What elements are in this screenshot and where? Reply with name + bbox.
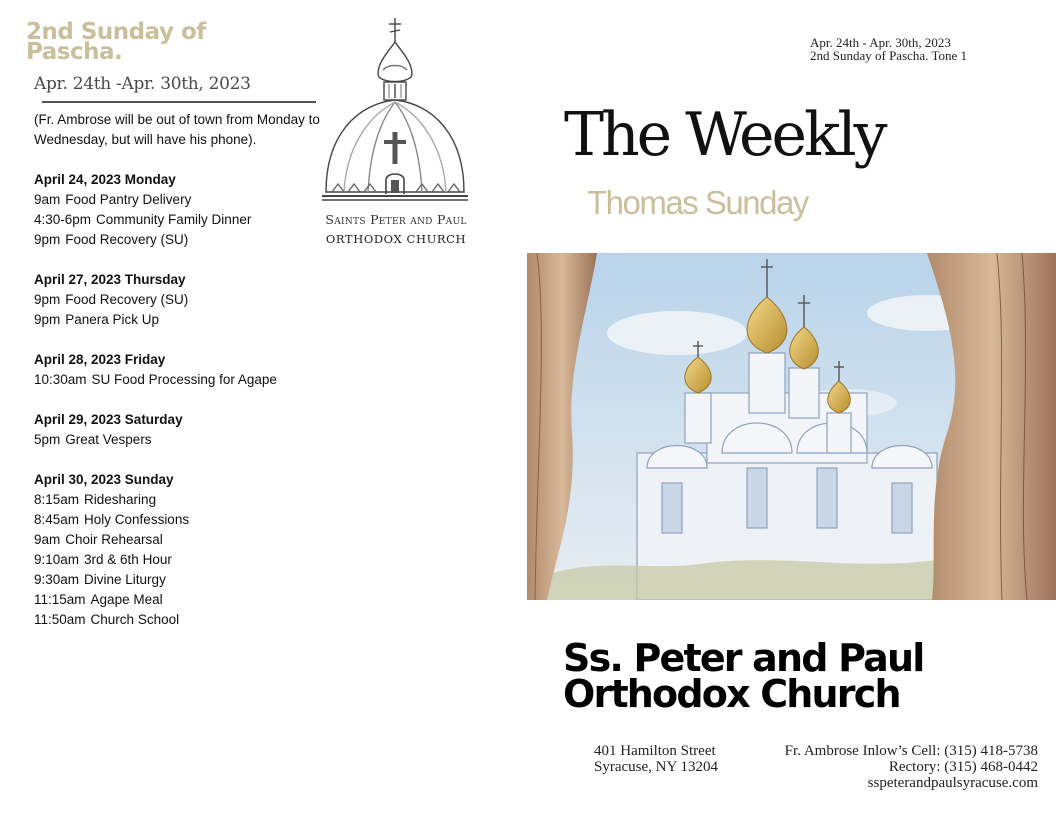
schedule-event <box>34 550 324 570</box>
event-name: Church School <box>90 612 180 627</box>
schedule-event <box>34 210 324 230</box>
schedule-day <box>34 350 324 390</box>
schedule-event <box>34 230 324 250</box>
event-time: 8:45am <box>34 512 80 527</box>
schedule-event <box>34 510 324 530</box>
church-address <box>594 743 718 775</box>
schedule-event <box>34 430 324 450</box>
event-name: 3rd & 6th Hour <box>84 552 172 567</box>
event-time: 5pm <box>34 432 61 447</box>
event-time: 9am <box>34 192 61 207</box>
church-name-line1: Ss. Peter and Paul <box>563 636 924 680</box>
event-name: Divine Liturgy <box>84 572 166 587</box>
event-time: 9pm <box>34 232 61 247</box>
schedule <box>34 110 324 650</box>
schedule-event <box>34 490 324 510</box>
event-time: 9pm <box>34 292 61 307</box>
church-name <box>563 636 924 716</box>
season-title: 2nd Sunday of Pascha. <box>26 19 206 65</box>
feast-subtitle: Thomas Sunday <box>587 184 808 221</box>
schedule-event <box>34 290 324 310</box>
event-name: Panera Pick Up <box>65 312 160 327</box>
event-time: 11:50am <box>34 612 86 627</box>
logo-line2: ORTHODOX CHURCH <box>325 232 467 246</box>
divider <box>42 101 316 103</box>
event-time: 9:30am <box>34 572 80 587</box>
event-name: Ridesharing <box>84 492 157 507</box>
schedule-event <box>34 190 324 210</box>
event-name: Great Vespers <box>65 432 152 447</box>
event-time: 10:30am <box>34 372 87 387</box>
bulletin-title: The Weekly <box>564 100 885 170</box>
event-name: Food Recovery (SU) <box>65 292 189 307</box>
event-name: Holy Confessions <box>84 512 190 527</box>
day-heading: April 27, 2023 Thursday <box>34 272 186 287</box>
schedule-day <box>34 270 324 330</box>
event-time: 9am <box>34 532 61 547</box>
schedule-event <box>34 310 324 330</box>
event-name: Community Family Dinner <box>96 212 252 227</box>
schedule-day <box>34 410 324 450</box>
event-time: 9pm <box>34 312 61 327</box>
event-time: 4:30-6pm <box>34 212 92 227</box>
event-name: SU Food Processing for Agape <box>91 372 277 387</box>
schedule-event <box>34 570 324 590</box>
event-name: Choir Rehearsal <box>65 532 163 547</box>
header-dates: Apr. 24th - Apr. 30th, 2023 <box>810 35 951 50</box>
event-time: 9:10am <box>34 552 80 567</box>
day-heading: April 28, 2023 Friday <box>34 352 166 367</box>
address-line2: Syracuse, NY 13204 <box>594 759 719 775</box>
schedule-note: (Fr. Ambrose will be out of town from Monday to Wednesday, but will have his phone). <box>34 112 320 147</box>
schedule-event <box>34 610 324 630</box>
priest-cell: Fr. Ambrose Inlow’s Cell: (315) 418-5738 <box>784 743 1038 759</box>
schedule-event <box>34 590 324 610</box>
day-heading: April 29, 2023 Saturday <box>34 412 183 427</box>
rectory-phone: Rectory: (315) 468-0442 <box>888 759 1038 775</box>
schedule-day <box>34 470 324 630</box>
cathedral-painting <box>527 253 1056 600</box>
header-sunday-tone: 2nd Sunday of Pascha. Tone 1 <box>810 48 967 63</box>
day-heading: April 24, 2023 Monday <box>34 172 176 187</box>
schedule-event <box>34 370 324 390</box>
church-name-line2: Orthodox Church <box>563 672 900 716</box>
header-info <box>810 36 967 62</box>
address-line1: 401 Hamilton Street <box>594 743 716 759</box>
schedule-day <box>34 170 324 250</box>
event-time: 8:15am <box>34 492 80 507</box>
contact-info <box>785 743 1038 791</box>
church-logo <box>318 14 474 250</box>
schedule-event <box>34 530 324 550</box>
schedule-days <box>34 170 324 630</box>
website-link[interactable]: sspeterandpaulsyracuse.com <box>867 775 1038 791</box>
day-heading: April 30, 2023 Sunday <box>34 472 174 487</box>
logo-line1: Saints Peter and Paul <box>325 212 467 227</box>
event-time: 11:15am <box>34 592 86 607</box>
event-name: Food Pantry Delivery <box>65 192 192 207</box>
church-dome-icon <box>318 14 474 212</box>
cathedral-image-icon <box>527 253 1056 600</box>
event-name: Food Recovery (SU) <box>65 232 189 247</box>
date-range: Apr. 24th -Apr. 30th, 2023 <box>34 74 251 94</box>
event-name: Agape Meal <box>90 592 163 607</box>
